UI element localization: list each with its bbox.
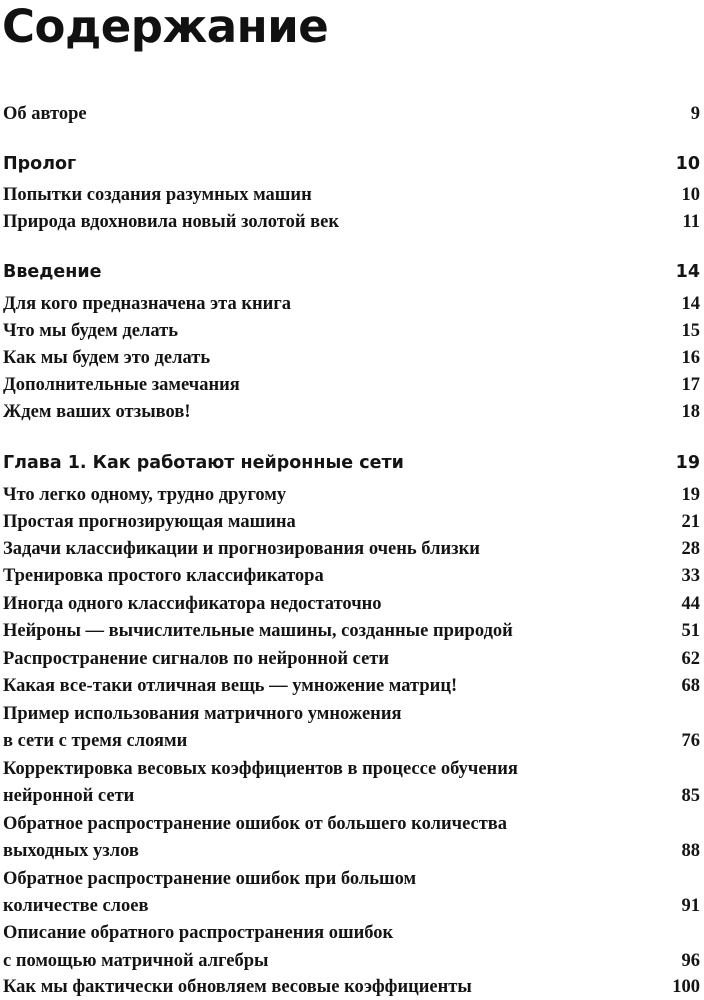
toc-entry-page: 14 [681,294,700,314]
toc-entry-title: Об авторе [3,104,87,124]
toc-entry-page: 100 [672,977,700,997]
page-title: Содержание [2,0,329,53]
toc-entry-title: Обратное распространение ошибок при большом [3,869,417,889]
toc-entry-title: Пример использования матричного умножения [3,704,402,724]
toc-entry-title: Тренировка простого классификатора [3,566,324,586]
toc-entry-title: Дополнительные замечания [3,375,240,395]
toc-entry-title: Распространение сигналов по нейронной сети [3,649,390,669]
toc-entry-title: Что мы будем делать [3,321,178,341]
toc-entry-title: Ждем ваших отзывов! [3,402,191,422]
toc-entry-title: Пролог [3,154,77,174]
toc-entry-page: 44 [681,594,700,614]
toc-entry-page: 19 [675,453,700,473]
toc-entry-title: выходных узлов [3,841,139,861]
toc-entry-title: Для кого предназначена эта книга [3,294,291,314]
toc-entry-title: Нейроны — вычислительные машины, созданные природой [3,621,513,641]
toc-entry-page: 85 [681,786,700,806]
toc-entry-title: Задачи классификации и прогнозирования очень близки [3,539,480,559]
toc-entry-page: 21 [681,512,700,532]
toc-entry-page: 9 [690,104,700,124]
toc-entry-page: 16 [681,348,700,368]
toc-entry-page: 11 [682,212,700,232]
toc-entry-page: 10 [681,185,700,205]
toc-entry-title: Введение [3,262,102,282]
toc-entry-title: Как мы будем это делать [3,348,211,368]
toc-entry-title: Описание обратного распространения ошибок [3,923,394,943]
toc-entry-title: Иногда одного классификатора недостаточно [3,594,382,614]
toc-entry-page: 14 [675,262,700,282]
toc-entry-title: Простая прогнозирующая машина [3,512,296,532]
toc-entry-page: 51 [681,621,700,641]
toc-entry-page: 76 [681,731,700,751]
toc-entry-title: количестве слоев [3,896,149,916]
toc-entry-title: Корректировка весовых коэффициентов в процессе обучения [3,759,518,779]
toc-entry-page: 62 [681,649,700,669]
toc-entry-page: 19 [681,485,700,505]
toc-entry-page: 91 [681,896,700,916]
toc-entry-title: в сети с тремя слоями [3,731,188,751]
toc-entry-title: Обратное распространение ошибок от большего количества [3,814,508,834]
toc-entry-page: 18 [681,402,700,422]
toc-entry-page: 33 [681,566,700,586]
toc-entry-title: Какая все-таки отличная вещь — умножение матриц! [3,676,458,696]
toc-entry-title: нейронной сети [3,786,135,806]
toc-entry-page: 28 [681,539,700,559]
toc-entry-title: Что легко одному, трудно другому [3,485,287,505]
toc-entry-page: 15 [681,321,700,341]
toc-entry-page: 88 [681,841,700,861]
toc-entry-title: Попытки создания разумных машин [3,185,312,205]
toc-entry-page: 96 [681,951,700,971]
toc-entry-title: с помощью матричной алгебры [3,951,269,971]
toc-entry-page: 68 [681,676,700,696]
toc-entry-page: 17 [681,375,700,395]
toc-entry-title: Природа вдохновила новый золотой век [3,212,339,232]
toc-entry-title: Глава 1. Как работают нейронные сети [3,453,404,473]
toc-entry-title: Как мы фактически обновляем весовые коэффициенты [3,977,472,997]
toc-entry-page: 10 [675,154,700,174]
